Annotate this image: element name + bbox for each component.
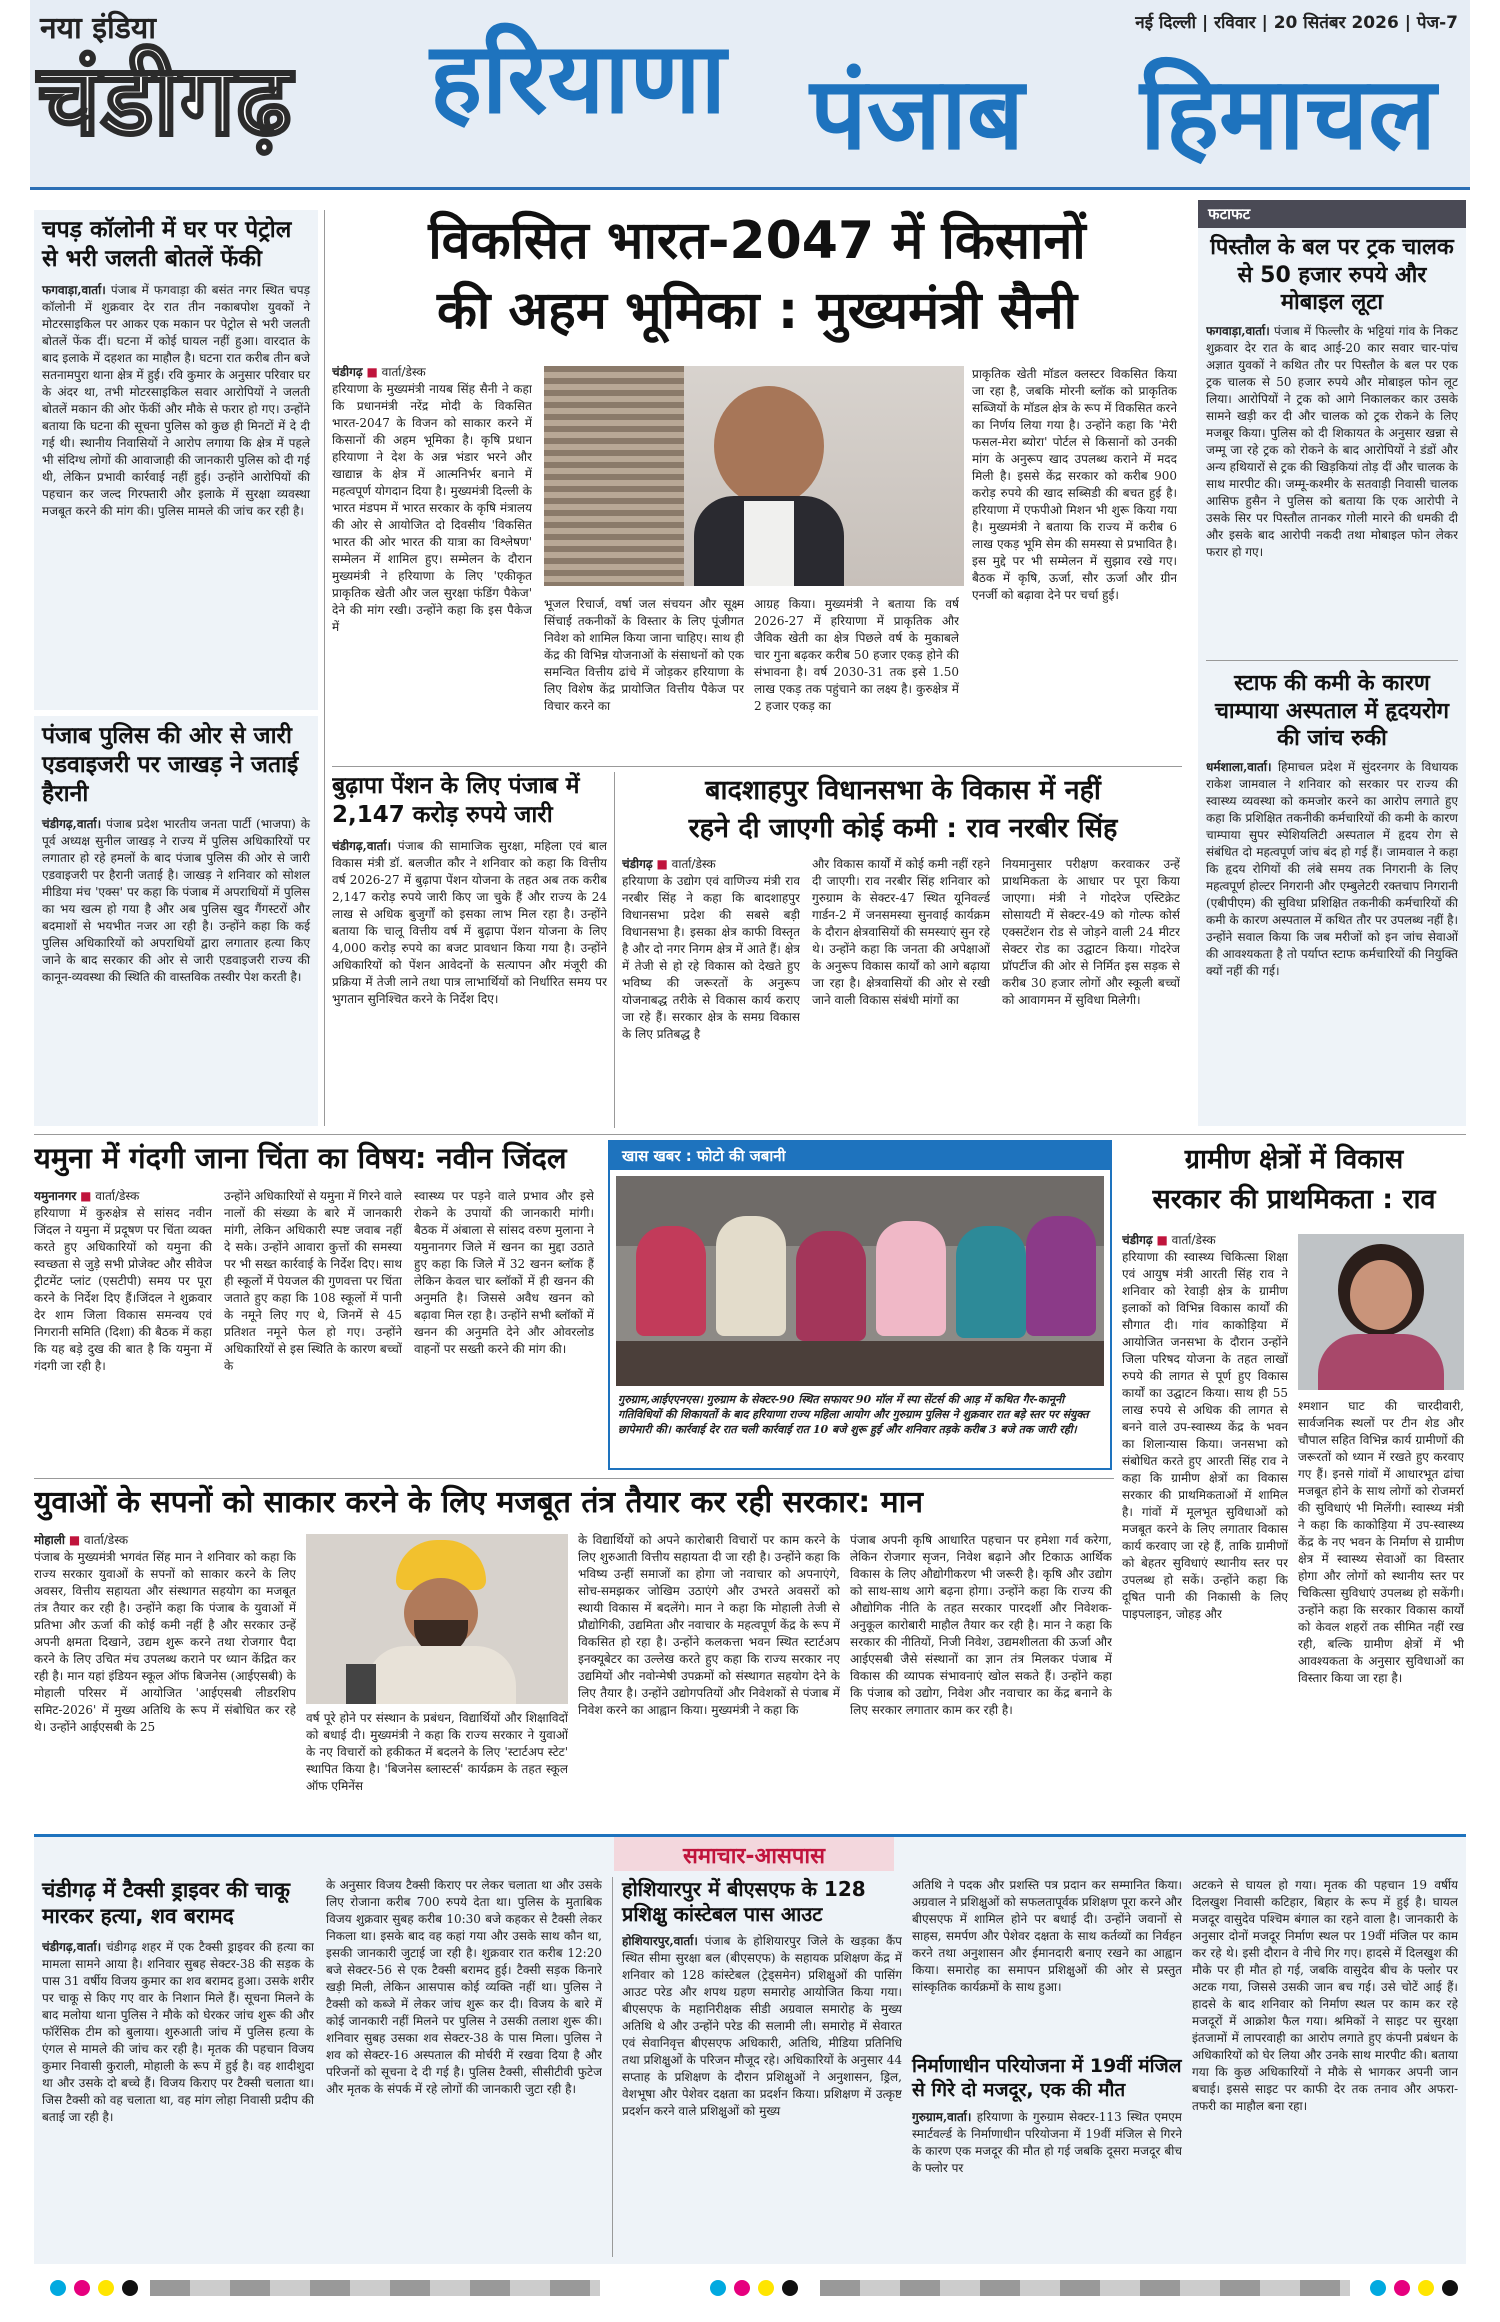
lead-headline: विकसित भारत-2047 में किसानों की अहम भूमिका : मुख्यमंत्री सैनी	[428, 211, 1086, 341]
story-dateline: चंडीगढ़,वार्ता।	[42, 817, 102, 832]
rural-col-1: चंडीगढ़ ■ वार्ता/डेस्क हरियाणा की स्वास्थ्य चिकित्सा शिक्षा एवं आयुष मंत्री आरती सिंह राव ने शनिवार को रेवाड़ी क्षेत्र के ग्रामीण इलाकों को विभिन्न विकास कार्यों की सौगात दी। गांव काकोड़िया में आयोजित जनसभा के दौरान उन्होंने जिला परिषद योजना के तहत लाखों रुपये की लागत से पूर्ण हुए विकास कार्यों का उद्घाटन किया। साथ ही 55 लाख रुपये से अधिक की लागत से बनने वाले उप-स्वास्थ्य केंद्र के भवन का शिलान्यास किया। जनसभा को संबोधित करते हुए आरती सिंह राव ने कहा कि ग्रामीण क्षेत्रों का विकास सरकार की प्राथमिकताओं में शामिल है। गांवों में मूलभूत सुविधाओं को मजबूत करने के लिए लगातार विकास कार्य करवाए जा रहे हैं, ताकि ग्रामीणों को बेहतर सुविधाएं स्थानीय स्तर पर उपलब्ध हो सकें। उन्होंने कहा कि दूषित पानी की निकासी के लिए पाइपलाइन, जोहड़ और	[1122, 1233, 1288, 1621]
lead-col-1: चंडीगढ़ ■ वार्ता/डेस्क हरियाणा के मुख्यमंत्री नायब सिंह सैनी ने कहा कि प्रधानमंत्री नरेंद्र मोदी के विकसित भारत-2047 के विजन को साकार करने में किसानों की अहम भूमिका है। कृषि प्रधान हरियाणा ने देश के अन्न भंडार भरने और खाद्यान्न के क्षेत्र में आत्मनिर्भर बनाने में महत्वपूर्ण योगदान दिया है। मुख्यमंत्री दिल्ली के भारत मंडपम में भारत सरकार के कृषि मंत्रालय की ओर से आयोजित दो दिवसीय 'विकसित भारत की ओर भारत की यात्रा का विश्लेषण' सम्मेलन में शामिल हुए। सम्मेलन के दौरान मुख्यमंत्री ने हरियाणा के लिए 'एकीकृत प्राकृतिक खेती और जल सुरक्षा फंडिंग पैकेज' देने की मांग रखी। उन्होंने कहा कि इस पैकेज में	[332, 365, 532, 634]
yamuna-col-3: स्वास्थ्य पर पड़ने वाले प्रभाव और इसे रोकने के उपायों की जानकारी मांगी। बैठक में अंबाला से सांसद वरुण मुलाना ने यमुनानगर जिले में खनन का मुद्दा उठाते हुए कहा कि जिले में 32 खनन ब्लॉक हैं लेकिन केवल चार ब्लॉकों में ही खनन की अनुमति है। जिससे अवैध खनन को बढ़ावा मिल रहा है। उन्होंने सभी ब्लॉकों में खनन की अनुमति देने और ओवरलोड वाहनों पर सख्ती करने की मांग की।	[414, 1189, 594, 1356]
story-headline: बुढ़ापा पेंशन के लिए पंजाब में 2,147 करोड़ रुपये जारी	[332, 773, 580, 828]
story-badshahpur	[622, 772, 1184, 1128]
story-taxi-driver	[42, 1877, 604, 2263]
lead-col-2: भूजल रिचार्ज, वर्षा जल संचयन और सूक्ष्म सिंचाई तकनीकों के विस्तार के लिए पूंजीगत निवेश को शामिल किया जाना चाहिए। साथ ही केंद्र की विभिन्न योजनाओं के संसाधनों को एक समन्वित वित्तीय ढांचे में जोड़कर हरियाणा के लिए विशेष केंद्र प्रायोजित वित्तीय पैकेज पर विचार करने का	[544, 597, 744, 713]
registration-mark	[734, 2280, 750, 2296]
dateline: नई दिल्ली | रविवार | 20 सितंबर 2026 | पेज-7	[1135, 13, 1458, 33]
story-headline: युवाओं के सपनों को साकार करने के लिए मजबूत तंत्र तैयार कर रही सरकार: मान	[34, 1485, 924, 1520]
story-yamuna	[34, 1140, 600, 1470]
youth-col-4: पंजाब अपनी कृषि आधारित पहचान पर हमेशा गर्व करेगा, लेकिन रोजगार सृजन, निवेश बढ़ाने और टिकाऊ आर्थिक विकास के लिए औद्योगीकरण भी जरूरी है। कृषि और उद्योग को साथ-साथ आगे बढ़ना होगा। उन्होंने कहा कि राज्य की औद्योगिक नीति के तहत सरकार पारदर्शी और निवेशक-अनुकूल कारोबारी माहौल तैयार कर रही है। मान ने कहा कि सरकार की नीतियों, निजी निवेश, उद्यमशीलता की ऊर्जा और आईएसबी जैसे संस्थानों का ज्ञान तंत्र मिलकर पंजाब में विकास की व्यापक संभावनाएं खोल सकते हैं। उन्होंने कहा कि पंजाब को उद्योग, निवेश और नवाचार का केंद्र बनाने के लिए सरकार लगातार काम कर रही है।	[850, 1533, 1112, 1717]
rural-col-2: श्मशान घाट की चारदीवारी, सार्वजनिक स्थलों पर टीन शेड और चौपाल सहित विभिन्न कार्य ग्रामीणों की जरूरतों को ध्यान में रखते हुए करवाए गए हैं। इनसे गांवों में आधारभूत ढांचा मजबूत होने के साथ लोगों को रोजमर्रा की सुविधाएं भी मिलेंगी। स्वास्थ्य मंत्री ने कहा कि काकोड़िया में उप-स्वास्थ्य केंद्र के नए भवन के निर्माण से ग्रामीण क्षेत्र में स्वास्थ्य सेवाओं का विस्तार होगा और लोगों को स्थानीय स्तर पर चिकित्सा सुविधाएं उपलब्ध हो सकेंगी। उन्होंने कहा कि सरकार विकास कार्यों को केवल शहरों तक सीमित नहीं रख रही, बल्कि ग्रामीण क्षेत्रों में भी आवश्यकता के अनुसार सुविधाओं का विस्तार किया जा रहा है।	[1298, 1399, 1464, 1685]
story-headline: पिस्तौल के बल पर ट्रक चालक से 50 हजार रुपये और मोबाइल लूटा	[1210, 235, 1454, 315]
newspaper-page	[30, 0, 1470, 2322]
registration-bar	[820, 2280, 1350, 2296]
lead-col-4: प्राकृतिक खेती मॉडल क्लस्टर विकसित किया जा रहा है, जबकि मोरनी ब्लॉक को प्राकृतिक सब्जियों के मॉडल क्षेत्र के रूप में विकसित करने का निर्णय लिया गया है। उन्होंने कहा कि 'मेरी फसल-मेरा ब्योरा' पोर्टल से किसानों को उनकी मांग के अनुरूप खाद उपलब्ध कराने में मदद मिली है। इससे केंद्र सरकार को करीब 900 करोड़ रुपये की खाद सब्सिडी की बचत हुई है। हरियाणा में एफपीओ मिशन भी शुरू किया गया है। मुख्यमंत्री ने बताया कि राज्य में करीब 6 लाख एकड़ भूमि सेम की समस्या से प्रभावित है। इस मुद्दे पर भी सम्मेलन में सुझाव रखे गए। बैठक में कृषि, ऊर्जा, सौर ऊर्जा और ग्रीन एनर्जी को बढ़ावा देने पर चर्चा हुई।	[972, 367, 1177, 602]
story-headline: चपड़ कॉलोनी में घर पर पेट्रोल से भरी जलती बोतलें फेंकी	[42, 217, 292, 272]
registration-mark	[1394, 2280, 1410, 2296]
labour-headline: निर्माणाधीन परियोजना में 19वीं मंजिल से गिरे दो मजदूर, एक की मौत	[912, 2055, 1182, 2101]
labour-col-1: गुरुग्राम,वार्ता। हरियाणा के गुरुग्राम सेक्टर-113 स्थित एमएम स्मार्टवर्ल्ड के निर्माणाधीन परियोजना में 19वीं मंजिल से गिरने के कारण एक मजदूर की मौत हो गई जबकि दूसरा मजदूर बीच के फ्लोर पर	[912, 2109, 1182, 2175]
story-headline: होशियारपुर में बीएसएफ के 128 प्रशिक्षु कांस्टेबल पास आउट	[622, 1877, 866, 1926]
bsf-col-2: अतिथि ने पदक और प्रशस्ति पत्र प्रदान कर सम्मानित किया। अग्रवाल ने प्रशिक्षुओं को सफलतापूर्वक प्रशिक्षण पूरा करने और बीएसएफ में शामिल होने पर बधाई दी। उन्होंने जवानों से साहस, समर्पण और पेशेवर दक्षता के साथ कर्तव्यों का निर्वहन करने तथा अनुशासन और ईमानदारी बनाए रखने का आह्वान किया। समारोह का समापन प्रशिक्षुओं की ओर से प्रस्तुत सांस्कृतिक कार्यक्रमों के साथ हुआ।	[912, 1878, 1182, 1994]
registration-mark	[1442, 2280, 1458, 2296]
masthead	[30, 0, 1470, 190]
registration-mark	[1370, 2280, 1386, 2296]
story-headline: स्टाफ की कमी के कारण चाम्पाया अस्पताल में हृदयरोग की जांच रुकी	[1214, 671, 1450, 751]
badshahpur-col-3: नियमानुसार परीक्षण करवाकर उन्हें प्राथमिकता के आधार पर पूरा किया जाएगा। मंत्री ने गोदरेज एस्टिक्रेट सोसायटी में सेक्टर-49 को गोल्फ कोर्स एक्सटेंशन रोड से जोड़ने वाली 24 मीटर सेक्टर रोड का उद्घाटन किया। गोदरेज प्रॉपर्टीज की ओर से निर्मित इस सड़क से करीब 30 हजार लोगों और स्कूली बच्चों को आवागमन में सुविधा मिलेगी।	[1002, 857, 1180, 1007]
registration-mark	[74, 2280, 90, 2296]
samachar-aaspaas-label: समाचार-आसपास	[614, 1837, 894, 1871]
youth-col-3: के विद्यार्थियों को अपने कारोबारी विचारों पर काम करने के लिए शुरुआती वित्तीय सहायता दी जा रही है। उन्होंने कहा कि भविष्य उन्हीं समाजों का होगा जो नवाचार को अपनाएंगे, सोच-समझकर जोखिम उठाएंगे और उभरते अवसरों को स्थायी विकास में बदलेंगे। मान ने कहा कि मोहाली तेजी से प्रौद्योगिकी, उद्यमिता और नवाचार के महत्वपूर्ण केंद्र के रूप में विकसित हो रहा है। उन्होंने कलकत्ता भवन स्थित स्टार्टअप इनक्यूबेटर का उल्लेख करते हुए कहा कि राज्य सरकार नए उद्यमियों और नवोन्मेषी उपक्रमों को संस्थागत सहयोग देने के लिए तैयार है। उन्होंने उद्योगपतियों और निवेशकों से पंजाब में निवेश करने का आह्वान किया। मुख्यमंत्री ने कहा कि	[578, 1533, 840, 1717]
youth-col-1: मोहाली ■ वार्ता/डेस्क पंजाब के मुख्यमंत्री भगवंत सिंह मान ने शनिवार को कहा कि राज्य सरकार युवाओं के सपनों को साकार करने के लिए अवसर, वित्तीय सहायता और संस्थागत सहयोग का मजबूत तंत्र तैयार कर रही है। उन्होंने कहा कि पंजाब के युवाओं में प्रतिभा और ऊर्जा की कोई कमी नहीं है और सरकार उन्हें अपनी क्षमता दिखाने, उद्यम शुरू करने तथा रोजगार पैदा करने के लिए उचित मंच उपलब्ध कराने पर ध्यान केंद्रित कर रही है। मान यहां इंडियन स्कूल ऑफ बिजनेस (आईएसबी) के मोहाली परिसर में आयोजित 'आईएसबी लीडरशिप समिट-2026' में मुख्य अतिथि के रूप में संबोधित कर रहे थे। उन्होंने आईएसबी के 25	[34, 1533, 296, 1734]
state-title-haryana: हरियाणा	[430, 22, 726, 136]
story-old-age-pension	[332, 772, 607, 1128]
story-body: फगवाड़ा,वार्ता। पंजाब में फिल्लौर के भट्टियां गांव के निकट शुक्रवार देर रात के बाद आई-20 कार सवार चार-पांच अज्ञात युवकों ने कथित तौर पर पिस्तौल के बल पर एक ट्रक चालक से 50 हजार रुपये और मोबाइल फोन लूट लिया। आरोपियों ने ट्रक को आगे निकालकर कार उसके सामने खड़ी कर दी और चालक को ट्रक रोकने के लिए मजबूर किया। पुलिस को दी शिकायत के अनुसार खन्ना से जम्मू जा रहे ट्रक को रोकने के बाद आरोपियों ने डंडों और अन्य हथियारों से ट्रक की खिड़कियां तोड़ दीं और चालक के साथ मारपीट की। जम्मू-कश्मीर के सतवाड़ी निवासी चालक आसिफ हुसैन ने पुलिस को बताया कि एक आरोपी ने उसके सिर पर पिस्तौल तानकर गोली मारने की धमकी दी और इसके बाद आरोपी नकदी तथा मोबाइल फोन लेकर फरार हो गए।	[1206, 323, 1458, 559]
story-body: चंडीगढ़,वार्ता। पंजाब प्रदेश भारतीय जनता पार्टी (भाजपा) के पूर्व अध्यक्ष सुनील जाखड़ ने राज्य में पुलिस अधिकारियों पर लगातार हो रहे हमलों के बाद पंजाब पुलिस की ओर से जारी एडवाइजरी पर हैरानी जताई है। जाखड़ ने शनिवार को सोशल मीडिया मंच 'एक्स' पर कहा कि पंजाब में अपराधियों में पुलिस का भय खत्म हो गया है और अब पुलिस खुद गैंगस्टरों और बदमाशों से भयभीत नजर आ रही है। उन्होंने कहा कि कई पुलिस अधिकारियों को अपराधियों द्वारा लगातार हत्या किए जाने के बाद सरकार की ओर से जारी एडवाइजरी राज्य की कानून-व्यवस्था की स्थिति की वास्तविक तस्वीर पेश करती है।	[42, 817, 310, 985]
photo-story	[608, 1140, 1112, 1470]
state-title-punjab: पंजाब	[810, 55, 1024, 172]
lead-story	[332, 206, 1182, 766]
story-petrol-bottles	[34, 210, 318, 710]
registration-mark	[758, 2280, 774, 2296]
story-youth-mann	[34, 1484, 1114, 1820]
paper-name: नया इंडिया	[40, 11, 156, 46]
story-body: फगवाड़ा,वार्ता। पंजाब में फगवाड़ा की बसंत नगर स्थित चपड़ कॉलोनी में शुक्रवार देर रात तीन नकाबपोश युवकों ने मोटरसाइकिल पर आकर एक मकान पर पेट्रोल से भरी जलती बोतलें फेंक दीं। घटना में कोई घायल नहीं हुआ। वारदात के बाद इलाके में दहशत का माहौल है। घटना रात करीब तीन बजे सतनामपुरा थाना क्षेत्र में हुई। रवि कुमार के अनुसार परिवार घर के अंदर था, तभी मोटरसाइकिल सवार आरोपियों ने जलती बोतलें मकान की ओर फेंकीं और मौके से फरार हो गए। उन्होंने बताया कि घटना की सूचना पुलिस को कुछ ही मिनटों में दे दी गई थी। स्थानीय निवासियों ने आरोप लगाया कि क्षेत्र में पहले भी संदिग्ध लोगों की आवाजाही की जानकारी पुलिस को दी गई थी, लेकिन प्रभावी कार्रवाई नहीं हुई। उन्होंने आरोपियों की पहचान कर जल्द गिरफ्तारी और इलाके में सुरक्षा व्यवस्था मजबूत करने की मांग की। पुलिस मामले की जांच कर रही है।	[42, 282, 310, 518]
registration-mark	[98, 2280, 114, 2296]
story-headline: बादशाहपुर विधानसभा के विकास में नहीं रहने दी जाएगी कोई कमी : राव नरबीर सिंह	[688, 775, 1118, 844]
registration-bar	[150, 2280, 600, 2296]
story-headline: यमुना में गंदगी जाना चिंता का विषय: नवीन जिंदल	[34, 1141, 567, 1175]
yamuna-col-2: उन्होंने अधिकारियों से यमुना में गिरने वाले नालों की संख्या के बारे में जानकारी मांगी, लेकिन अधिकारी स्पष्ट जवाब नहीं दे सके। उन्होंने आवारा कुत्तों की समस्या पर भी सख्त कार्रवाई के निर्देश दिए। साथ ही स्कूलों में पेयजल की गुणवत्ता पर चिंता जताते हुए कहा कि 108 स्कूलों में पानी के नमूने लिए गए थे, जिनमें से 45 प्रतिशत नमूने फेल हो गए। उन्होंने अधिकारियों से इस स्थिति के कारण बच्चों के	[224, 1189, 402, 1373]
state-title-himachal: हिमाचल	[1140, 55, 1436, 172]
yamuna-col-1: यमुनानगर ■ वार्ता/डेस्क हरियाणा में कुरुक्षेत्र से सांसद नवीन जिंदल ने यमुना में प्रदूषण पर चिंता व्यक्त करते हुए अधिकारियों को यमुना की स्वच्छता से जुड़े सभी प्रोजेक्ट और सीवेज ट्रीटमेंट प्लांट (एसटीपी) समय पर पूरा करने के निर्देश दिए हैं।जिंदल ने शुक्रवार देर शाम जिला विकास समन्वय एवं निगरानी समिति (दिशा) की बैठक में कहा कि यह बड़े दुख की बात है कि यमुना में गंदगी जा रही है।	[34, 1189, 212, 1373]
youth-col-2: वर्ष पूरे होने पर संस्थान के प्रबंधन, विद्यार्थियों और शिक्षाविदों को बधाई दी। मुख्यमंत्री ने कहा कि राज्य सरकार ने युवाओं के नए विचारों को हकीकत में बदलने के लिए 'स्टार्टअप स्टेट' स्थापित किया है। 'बिजनेस ब्लास्टर्स' कार्यक्रम के तहत स्कूल ऑफ एमिनेंस	[306, 1711, 568, 1793]
story-rural-development	[1122, 1140, 1466, 1820]
story-body: धर्मशाला,वार्ता। हिमाचल प्रदेश में सुंदरनगर के विधायक राकेश जामवाल ने शनिवार को सरकार पर राज्य की स्वास्थ्य व्यवस्था को कमजोर करने का आरोप लगाते हुए कहा कि प्रशिक्षित तकनीकी कर्मचारियों की कमी के कारण चाम्पाया सुपर स्पेशियलिटी अस्पताल में हृदय रोग से संबंधित दो महत्वपूर्ण जांच बंद हो गई हैं। जामवाल ने कहा कि हृदय रोगियों की लंबे समय तक निगरानी के लिए महत्वपूर्ण होल्टर निगरानी और एम्बुलेटरी रक्तचाप निगरानी (एबीपीएम) की सुविधा प्रशिक्षित तकनीकी कर्मचारियों की कमी के कारण अस्पताल में कथित तौर पर उपलब्ध नहीं है। उन्होंने सवाल किया कि जब मरीजों को इन जांच सेवाओं की आवश्यकता है तो पर्याप्त स्टाफ कर्मचारियों की नियुक्ति क्यों नहीं की गई।	[1206, 759, 1458, 978]
taxi-col-1: चंडीगढ़,वार्ता। चंडीगढ़ शहर में एक टैक्सी ड्राइवर की हत्या का मामला सामने आया है। शनिवार सुबह सेक्टर-38 की सड़क के पास 31 वर्षीय विजय कुमार का शव बरामद हुआ। उसके शरीर पर चाकू से किए गए वार के निशान मिले हैं। सूचना मिलने के बाद मलोया थाना पुलिस ने मौके को घेरकर जांच शुरू की और फॉरेंसिक टीम को बुलाया। शुरुआती जांच में पुलिस हत्या के एंगल से मामले की जांच कर रही है। मृतक की पहचान विजय कुमार निवासी कुराली, मोहाली के रूप में हुई है। वह शादीशुदा था और उसके दो बच्चे हैं। विजय किराए पर टैक्सी चलाता था। जिस टैक्सी को वह चलाता था, वह मांग लोहा निवासी प्रदीप की बताई जा रही है।	[42, 1940, 314, 2124]
story-jakhar-advisory	[34, 716, 318, 1126]
arti-rao-photo	[1298, 1234, 1464, 1390]
story-bsf-continued-and-labour	[912, 1877, 1182, 2263]
story-headline: ग्रामीण क्षेत्रों में विकास सरकार की प्राथमिकता : राव	[1152, 1144, 1436, 1215]
photo-story-label: खास खबर : फोटो की जबानी	[610, 1142, 1110, 1170]
photo-caption: गुरुग्राम,आईएएनएस। गुरुग्राम के सेक्टर-90 स्थित सफायर 90 मॉल में स्पा सेंटर्स की आड़ में कथित गैर-कानूनी गतिविधियों की शिकायतों के बाद हरियाणा राज्य महिला आयोग और गुरुग्राम पुलिस ने शुक्रवार रात बड़े स्तर पर संयुक्त छापेमारी की। कार्रवाई देर रात चली कार्रवाई रात 10 बजे शुरू हुई और शनिवार तड़के करीब 3 बजे तक जारी रही।	[618, 1393, 1089, 1436]
story-dateline: फगवाड़ा,वार्ता।	[42, 282, 106, 297]
fatafat-label: फटाफट	[1198, 200, 1466, 228]
story-bsf-passing-out	[622, 1877, 902, 2263]
city-title: चंडीगढ़	[38, 44, 293, 158]
taxi-col-2: के अनुसार विजय टैक्सी किराए पर लेकर चलाता था और उसके लिए रोजाना करीब 700 रुपये देता था। पुलिस के मुताबिक विजय शुक्रवार सुबह करीब 10:30 बजे कहकर से टैक्सी लेकर निकला था। इसके बाद वह कहां गया और उसके साथ कौन था, इसकी जानकारी जुटाई जा रही है। शुक्रवार रात करीब 12:20 बजे सेक्टर-56 से एक टैक्सी बरामद हुई। टैक्सी सड़क किनारे खड़ी मिली, लेकिन आसपास कोई व्यक्ति नहीं था। पुलिस ने टैक्सी को कब्जे में लेकर जांच शुरू कर दी। विजय के बारे में कोई जानकारी नहीं मिलने पर पुलिस ने उसकी तलाश शुरू की। शनिवार सुबह उसका शव सेक्टर-38 के पास मिला। पुलिस ने शव को सेक्टर-16 अस्पताल की मोर्चरी में रखवा दिया है और परिजनों को सूचना दे दी गई है। पुलिस टैक्सी, सीसीटीवी फुटेज और मृतक के संपर्क में रहे लोगों की जानकारी जुटा रही है।	[326, 1878, 602, 2096]
registration-mark	[122, 2280, 138, 2296]
raid-photo	[616, 1176, 1104, 1386]
labour-col-2: अटकने से घायल हो गया। मृतक की पहचान 19 वर्षीय दिलखुश निवासी कटिहार, बिहार के रूप में हुई है। घायल मजदूर वासुदेव पश्चिम बंगाल का रहने वाला है। जानकारी के अनुसार दोनों मजदूर निर्माण स्थल पर 19वीं मंजिल पर काम कर रहे थे। इसी दौरान वे नीचे गिर गए। हादसे में दिलखुश की मौके पर ही मौत हो गई, जबकि वासुदेव बीच के फ्लोर पर अटक गया, जिससे उसकी जान बच गई। उसे चोटें आई हैं। हादसे के बाद शनिवार को निर्माण स्थल पर काम कर रहे मजदूरों में आक्रोश फैल गया। श्रमिकों ने साइट पर सुरक्षा इंतजामों में लापरवाही का आरोप लगाते हुए कंपनी प्रबंधन के अधिकारियों को घेर लिया और उनके साथ मारपीट की। बताया गया कि कुछ अधिकारियों ने मौके से भागकर अपनी जान बचाई। इससे साइट पर काफी देर तक तनाव और अफरा-तफरी का माहौल बना रहा।	[1192, 1878, 1458, 2113]
samachar-aaspaas-section	[34, 1834, 1466, 2264]
registration-mark	[1418, 2280, 1434, 2296]
registration-mark	[50, 2280, 66, 2296]
registration-mark	[710, 2280, 726, 2296]
badshahpur-col-2: और विकास कार्यों में कोई कमी नहीं रहने दी जाएगी। राव नरबीर सिंह शनिवार को गुरुग्राम के सेक्टर-47 स्थित यूनिवर्ल्ड गार्डन-2 में जनसमस्या सुनवाई कार्यक्रम के दौरान क्षेत्रवासियों की समस्याएं सुन रहे थे। उन्होंने कहा कि जनता की अपेक्षाओं के अनुरूप विकास कार्यों को आगे बढ़ाया जा रहा है। क्षेत्रवासियों की ओर से रखी जाने वाली विकास संबंधी मांगों का	[812, 857, 990, 1007]
cm-saini-photo	[544, 366, 964, 586]
story-headline: चंडीगढ़ में टैक्सी ड्राइवर की चाकू मारकर हत्या, शव बरामद	[42, 1878, 291, 1929]
registration-mark	[782, 2280, 798, 2296]
story-headline: पंजाब पुलिस की ओर से जारी एडवाइजरी पर जाखड़ ने जताई हैरानी	[42, 723, 299, 807]
lead-col-3: आग्रह किया। मुख्यमंत्री ने बताया कि वर्ष 2026-27 में हरियाणा में प्राकृतिक और जैविक खेती का क्षेत्र पिछले वर्ष के मुकाबले चार गुना बढ़कर करीब 50 हजार एकड़ होने की संभावना है। वर्ष 2030-31 तक इसे 1.50 लाख एकड़ तक पहुंचाने का लक्ष्य है। कुरुक्षेत्र में 2 हजार एकड़ का	[754, 597, 959, 713]
story-truck-loot	[1206, 234, 1458, 663]
story-body: चंडीगढ़,वार्ता। पंजाब की सामाजिक सुरक्षा, महिला एवं बाल विकास मंत्री डॉ. बलजीत कौर ने शनिवार को कहा कि वित्तीय वर्ष 2026-27 में बुढ़ापा पेंशन योजना के तहत अब तक करीब 2,147 करोड़ रुपये जारी किए जा चुके हैं और राज्य के 24 लाख से अधिक बुजुर्गों को इसका लाभ मिल रहा है। उन्होंने बताया कि चालू वित्तीय वर्ष में बुढ़ापा पेंशन योजना के लिए 4,000 करोड़ रुपये का बजट प्रावधान किया गया है। उन्होंने अधिकारियों को पेंशन आवेदनों के सत्यापन और मंजूरी की प्रक्रिया में तेजी लाने तथा पात्र लाभार्थियों को निर्धारित समय पर भुगतान सुनिश्चित करने के निर्देश दिए।	[332, 838, 607, 1006]
badshahpur-col-1: चंडीगढ़ ■ वार्ता/डेस्क हरियाणा के उद्योग एवं वाणिज्य मंत्री राव नरबीर सिंह ने कहा कि बादशाहपुर विधानसभा प्रदेश की सबसे बड़ी विधानसभा है। इसका क्षेत्र काफी विस्तृत है और दो नगर निगम क्षेत्र में आते हैं। क्षेत्र में तेजी से हो रहे विकास को देखते हुए भविष्य की जरूरतों के अनुरूप योजनाबद्ध तरीके से विकास कार्य कराए जा रहे हैं। सरकार क्षेत्र के समग्र विकास के लिए प्रतिबद्ध है	[622, 857, 800, 1041]
cm-mann-photo	[306, 1534, 568, 1704]
story-chamba-hospital	[1206, 670, 1458, 1099]
bsf-col-1: होशियारपुर,वार्ता। पंजाब के होशियारपुर जिले के खड़का कैंप स्थित सीमा सुरक्षा बल (बीएसएफ) के सहायक प्रशिक्षण केंद्र में शनिवार को 128 कांस्टेबल (ट्रेड्समेन) प्रशिक्षुओं की पासिंग आउट परेड और शपथ ग्रहण समारोह आयोजित किया गया। बीएसएफ के महानिरीक्षक सीडी अग्रवाल समारोह के मुख्य अतिथि थे और उन्होंने परेड की सलामी ली। समारोह में सेवारत एवं सेवानिवृत्त बीएसएफ अधिकारी, अतिथि, मीडिया प्रतिनिधि तथा प्रशिक्षुओं के परिजन मौजूद रहे। अधिकारियों के अनुसार 44 सप्ताह के प्रशिक्षण के दौरान प्रशिक्षुओं ने अनुशासन, ड्रिल, वेशभूषा और पेशेवर दक्षता का प्रदर्शन किया। प्रशिक्षण में उत्कृष्ट प्रदर्शन करने वाले प्रशिक्षुओं को मुख्य	[622, 1934, 902, 2118]
fatafat-column	[1198, 200, 1466, 1126]
